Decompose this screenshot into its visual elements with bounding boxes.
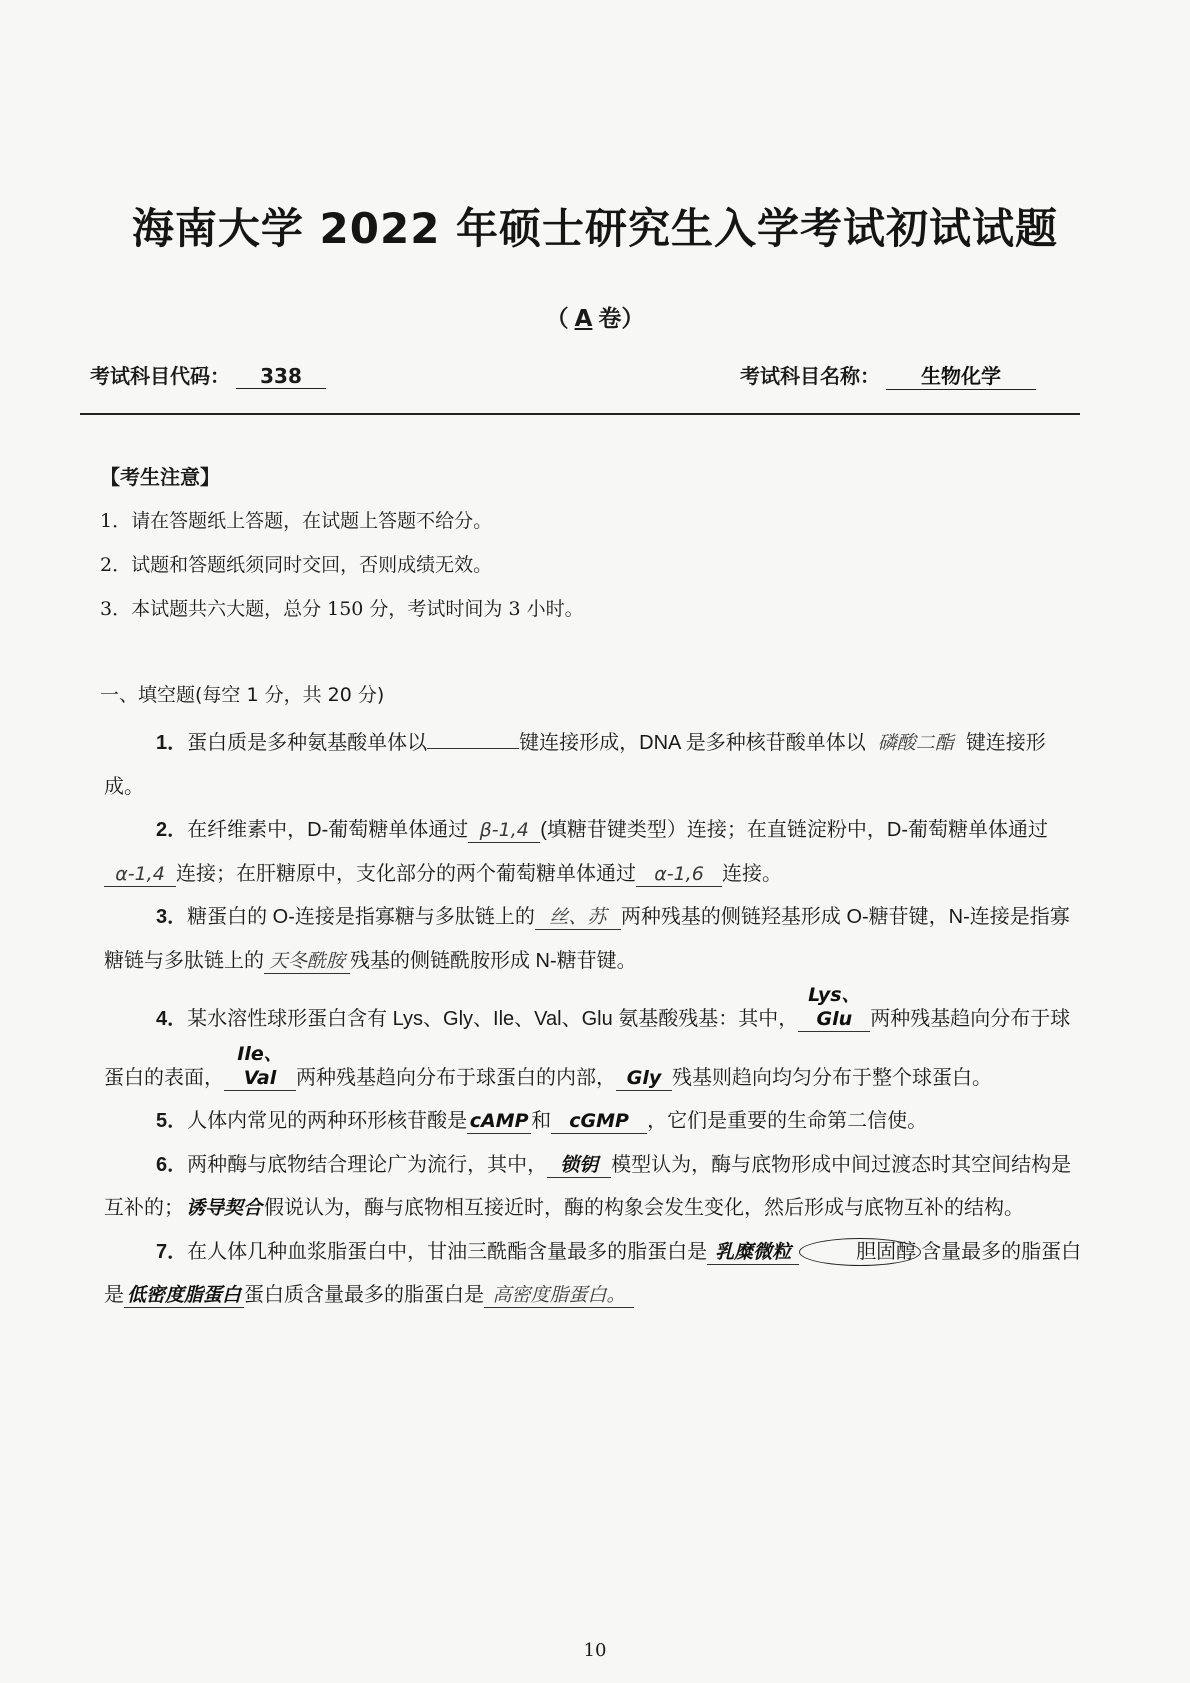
paper-letter: A <box>574 306 593 332</box>
handwritten-answer: Lys、Glu <box>798 983 870 1032</box>
subject-code-value: 338 <box>236 364 326 389</box>
question-number: 2． <box>156 819 188 841</box>
handwritten-answer: cGMP <box>551 1109 647 1134</box>
question-1 <box>104 722 1084 809</box>
question-number: 6． <box>156 1153 188 1176</box>
question-3 <box>104 896 1084 983</box>
notice-item: 2．试题和答题纸须同时交回，否则成绩无效。 <box>100 554 493 576</box>
subject-code <box>90 360 326 389</box>
question-text: 蛋白质是多种氨基酸单体以 <box>187 732 428 754</box>
paper-type <box>0 300 1190 333</box>
subject-name <box>740 360 1036 390</box>
question-list <box>104 722 1084 1318</box>
question-7 <box>104 1231 1084 1318</box>
handwritten-answer: 高密度脂蛋白。 <box>484 1283 634 1308</box>
question-text: 含量最多的脂蛋白是 <box>104 1240 1082 1306</box>
handwritten-answer: 诱导契合 <box>185 1197 262 1219</box>
question-text: 残基的侧链酰胺形成 N-糖苷键。 <box>350 949 637 972</box>
question-text: 键连接形成，DNA 是多种核苷酸单体以 <box>519 732 866 754</box>
question-text: 糖蛋白的 O-连接是指寡糖与多肽链上的 <box>187 906 535 928</box>
question-4 <box>104 983 1084 1100</box>
question-text: 在人体几种血浆脂蛋白中，甘油三酰酯含量最多的脂蛋白是 <box>187 1240 708 1263</box>
handwritten-answer: 锁钥 <box>547 1153 611 1178</box>
question-2 <box>104 809 1084 896</box>
question-number: 5． <box>156 1110 188 1132</box>
header-divider <box>80 413 1080 415</box>
question-text: ，它们是重要的生命第二信使。 <box>647 1110 928 1132</box>
question-number: 1． <box>156 732 188 754</box>
subject-name-value: 生物化学 <box>886 360 1036 390</box>
section-heading: 一、填空题(每空 1 分，共 20 分) <box>100 684 385 706</box>
question-6 <box>104 1144 1084 1231</box>
handwritten-answer: Ile、Val <box>224 1042 296 1091</box>
subject-code-label: 考试科目代码： <box>90 364 230 388</box>
question-text: 假说认为，酶与底物相互接近时，酶的构象会发生变化，然后形成与底物互补的结构。 <box>264 1197 1024 1219</box>
exam-title: 海南大学 2022 年硕士研究生入学考试初试试题 <box>131 204 1059 253</box>
handwritten-answer: 天冬酰胺 <box>264 949 350 974</box>
question-text: 两种残基趋向分布于球蛋白的表面， <box>104 1008 1071 1089</box>
question-text: 在纤维素中，D-葡萄糖单体通过 <box>187 819 469 841</box>
question-text: 两种酶与底物结合理论广为流行，其中， <box>187 1153 548 1176</box>
question-text: 人体内常见的两种环形核苷酸是 <box>187 1110 468 1132</box>
handwritten-answer: 丝、苏 <box>535 905 621 930</box>
notice-item: 3．本试题共六大题，总分 150 分，考试时间为 3 小时。 <box>100 598 584 620</box>
answer-blank <box>427 748 519 749</box>
handwritten-answer: α-1,4 <box>104 862 176 887</box>
handwritten-answer: β-1,4 <box>468 818 540 843</box>
question-text: 两种残基的侧链羟基形成 O-糖苷键，N-连接是指寡糖链与多肽链上的 <box>104 906 1070 972</box>
question-text: 连接；在肝糖原中，支化部分的两个葡萄糖单体通过 <box>176 862 636 885</box>
handwritten-answer: 磷酸二酯 <box>877 732 954 754</box>
paper-type-close: 卷） <box>598 306 645 332</box>
subject-name-label: 考试科目名称： <box>740 364 880 388</box>
question-text: 残基则趋向均匀分布于整个球蛋白。 <box>672 1066 992 1089</box>
page-number: 10 <box>583 1640 607 1661</box>
notice-item: 1．请在答题纸上答题，在试题上答题不给分。 <box>100 510 493 532</box>
handwritten-answer: 低密度脂蛋白 <box>124 1283 244 1308</box>
question-5 <box>104 1100 1084 1144</box>
question-number: 4． <box>156 1008 188 1030</box>
notice-heading: 【考生注意】 <box>100 465 220 489</box>
question-text: 某水溶性球形蛋白含有 Lys、Gly、Ile、Val、Glu 氨基酸残基：其中， <box>187 1008 799 1030</box>
paper-type-open: （ <box>545 306 569 332</box>
handwritten-answer: Gly <box>616 1066 672 1091</box>
candidate-notice <box>100 455 584 631</box>
question-text: 模型认为，酶与底物形成中间过渡态时其空间结构是互补的； <box>104 1153 1072 1219</box>
question-number: 3． <box>156 906 188 928</box>
question-text: 两种残基趋向分布于球蛋白的内部， <box>296 1066 616 1089</box>
question-text: 蛋白质含量最多的脂蛋白是 <box>244 1284 484 1306</box>
question-text: 连接。 <box>722 862 782 885</box>
handwritten-answer: 乳糜微粒 <box>707 1240 799 1265</box>
handwritten-answer: cAMP <box>467 1109 531 1134</box>
question-text: (填糖苷键类型）连接；在直链淀粉中，D-葡萄糖单体通过 <box>540 819 1048 841</box>
handwritten-answer: α-1,6 <box>636 862 722 887</box>
question-number: 7． <box>156 1240 188 1263</box>
circled-text: 胆固醇 <box>799 1238 921 1266</box>
question-text: 和 <box>531 1110 552 1132</box>
question-text: 键连接形成。 <box>104 732 1046 798</box>
